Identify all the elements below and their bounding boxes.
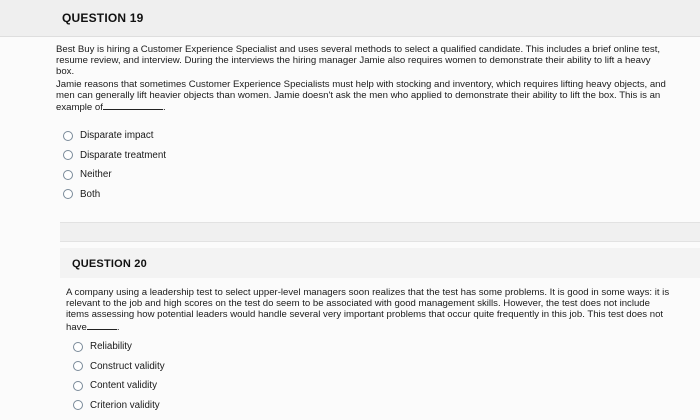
question-19-paragraph-2-text: Jamie reasons that sometimes Customer Experience Specialists must help with stocking and inventory, which requires lifting heavy objects, and men can generally lift heavier objects than women. Jamie doesn't ask the men who applied to demonstrate their ability to lift the box. This is an example of <box>56 78 666 114</box>
q19-option-neither[interactable] <box>63 165 166 185</box>
question-20-blank <box>87 321 117 330</box>
radio-button[interactable] <box>73 361 83 371</box>
q20-option-reliability[interactable] <box>73 337 165 357</box>
option-label: Disparate impact <box>80 130 154 142</box>
question-20-paragraph-1-text: A company using a leadership test to select upper-level managers soon realizes that the test has some problems. It is good in some ways: it is relevant to the job and high scores on the test do seem to be associated with good management skills. However, the test does not include items assessing how potential leaders would handle several very important problems that occur quite frequently in this job. This test does not have <box>66 287 670 333</box>
question-19-text <box>56 44 670 113</box>
q20-option-content-validity[interactable] <box>73 376 165 396</box>
question-19-options <box>63 126 166 204</box>
option-label: Neither <box>80 169 112 181</box>
radio-button[interactable] <box>73 400 83 410</box>
question-20-title: QUESTION 20 <box>72 258 147 270</box>
question-19-paragraph-1: Best Buy is hiring a Customer Experience Specialist and uses several methods to select a qualified candidate. This includes a brief online test, resume review, and interview. During the interviews the hiring manager Jamie also requires women to demonstrate their ability to lift a heavy box. <box>56 44 661 78</box>
q19-option-disparate-treatment[interactable] <box>63 146 166 166</box>
question-20-header <box>60 248 700 278</box>
q19-option-both[interactable] <box>63 185 166 205</box>
option-label: Both <box>80 188 101 200</box>
question-19-paragraph-2: Jamie reasons that sometimes Customer Experience Specialists must help with stocking and inventory, which requires lifting heavy objects, and men can generally lift heavier objects than women. Jamie doesn't ask the men who applied to demonstrate their ability to lift the box. This is an example of . <box>56 78 666 114</box>
radio-button[interactable] <box>63 150 73 160</box>
question-divider <box>60 222 700 242</box>
q19-option-disparate-impact[interactable] <box>63 126 166 146</box>
radio-button[interactable] <box>73 381 83 391</box>
q20-option-construct-validity[interactable] <box>73 357 165 377</box>
radio-button[interactable] <box>73 342 83 352</box>
question-19-title: QUESTION 19 <box>62 11 144 25</box>
question-20-text <box>66 287 670 333</box>
radio-button[interactable] <box>63 189 73 199</box>
option-label: Construct validity <box>90 360 165 372</box>
option-label: Reliability <box>90 341 132 353</box>
question-20-paragraph-1: A company using a leadership test to select upper-level managers soon realizes that the test has some problems. It is good in some ways: it is relevant to the job and high scores on the test do seem to be associated with good management skills. However, the test does not include items assessing how potential leaders would handle several very important problems that occur quite frequently in this job. This test does not have . <box>66 287 670 333</box>
radio-button[interactable] <box>63 131 73 141</box>
option-label: Content validity <box>90 380 157 392</box>
question-20-options <box>73 337 165 415</box>
radio-button[interactable] <box>63 170 73 180</box>
question-19-blank <box>103 101 163 110</box>
option-label: Disparate treatment <box>80 149 167 161</box>
option-label: Criterion validity <box>90 399 160 411</box>
question-19-header <box>0 0 700 37</box>
q20-option-criterion-validity[interactable] <box>73 396 165 416</box>
